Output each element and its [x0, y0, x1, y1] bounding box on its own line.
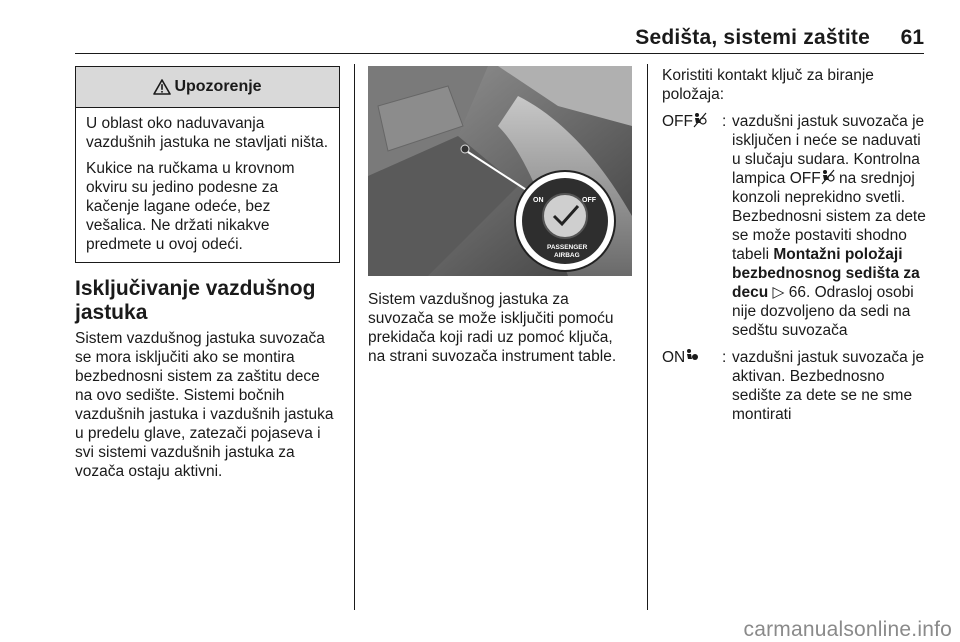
airbag-on-icon [685, 348, 699, 364]
warning-box [75, 66, 340, 263]
switch-label-on: ON [533, 197, 544, 204]
warning-paragraph: Kukice na ručkama u krovnom okviru su jedino podesne za kačenje lagane odeće, bez vešalica. Ne držati nikakve predmete u ovoj odeći. [86, 160, 295, 253]
option-off-key [662, 112, 722, 340]
switch-label-airbag: AIRBAG [554, 252, 580, 259]
option-on-key [662, 348, 722, 424]
option-off-text-1: vazdušni jastuk suvozača je isključen i neće se naduvati u slučaju sudara. Kontrolna lampica OFF [732, 113, 925, 187]
right-column [662, 66, 927, 424]
header-rule [75, 53, 924, 54]
option-on-description: vazdušni jastuk suvozača je aktivan. Bezbednosno sedište za dete se ne sme montirati [732, 349, 925, 423]
option-off-colon: : [722, 113, 727, 130]
warning-paragraph: U oblast oko naduvavanja vazdušnih jastuka ne stavljati ništa. [86, 115, 329, 151]
page-number: 61 [900, 26, 924, 49]
option-off [662, 112, 927, 340]
middle-column [368, 66, 633, 366]
left-column [75, 66, 340, 481]
page-header-title: Sedišta, sistemi zaštite [635, 26, 870, 49]
option-on [662, 348, 927, 424]
page-reference[interactable]: 66. [788, 284, 811, 301]
option-off-text-2: na srednjoj konzoli neprekidno svetli. Bezbednosni sistem za dete se može postaviti shodno tabeli [732, 170, 926, 263]
warning-title: Upozorenje [174, 78, 262, 95]
switch-label-passenger: PASSENGER [547, 244, 588, 251]
warning-triangle-icon [153, 79, 171, 95]
airbag-off-icon [693, 112, 707, 128]
option-on-colon: : [722, 349, 727, 366]
watermark: carmanualsonline.info [743, 618, 952, 641]
section-title: Isključivanje vazdušnog jastuka [75, 277, 316, 324]
airbag-off-icon [821, 169, 835, 185]
column-divider-left [354, 64, 355, 610]
switch-label-off: OFF [582, 197, 596, 204]
figure-caption: Sistem vazdušnog jastuka za suvozača se može isključiti pomoću prekidača koji radi uz pomoć ključa, na strani suvozača instrument table. [368, 291, 617, 365]
page-reference-arrow-icon: ▷ [772, 284, 785, 301]
option-off-text-3: Odrasloj osobi nije dozvoljeno da sedi na sedštu suvozača [732, 284, 914, 339]
options-intro: Koristiti kontakt ključ za biranje položaja: [662, 67, 874, 103]
option-off-description [732, 112, 927, 340]
dashboard-illustration [368, 66, 632, 276]
warning-body [76, 108, 339, 262]
option-on-label: ON [662, 349, 686, 366]
section-body: Sistem vazdušnog jastuka suvozača se mora isključiti ako se montira bezbednosni sistem za zaštitu dece na ovo sedište. Sistemi bočnih vazdušnih jastuka i vazdušnih jastuka u predelu glave, zatezači pojaseva i svi sistemi vazdušnih jastuka za vozača ostaju aktivni. [75, 330, 334, 480]
column-divider-right [647, 64, 648, 610]
airbag-switch-photo [368, 66, 632, 276]
option-off-label: OFF [662, 113, 693, 130]
warning-header [76, 67, 339, 108]
table-reference-link[interactable]: Montažni položaji bezbednosnog sedišta za decu [732, 246, 920, 301]
